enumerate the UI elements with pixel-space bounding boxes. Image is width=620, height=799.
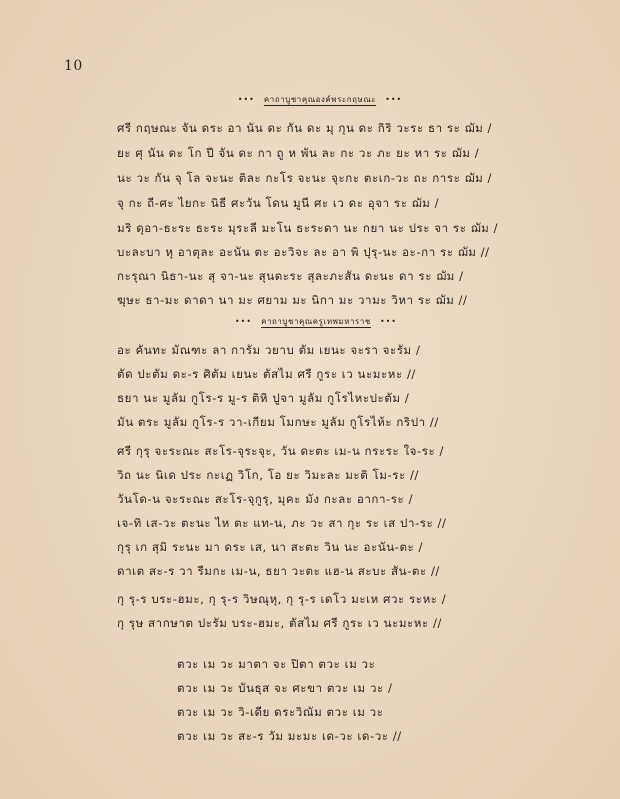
verse-line: ตัด ปะตัม ดะ-ร ศิตัม เยนะ ตัสไม ศรี กูระ เว นะมะหะ // <box>117 367 416 381</box>
title-text: คาถาบูชาคุณองค์พระกฤษณะ <box>263 95 377 104</box>
section-title-krishna <box>10 94 620 106</box>
verse-line: กุ รุ-ร บระ-ฮมะ, กุ รุ-ร วิษณุหุ, กุ รุ-ร เดโว มะเห ศวะ ระหะ / <box>117 592 447 606</box>
section-title-guru <box>6 316 620 328</box>
verse-line: กุ รุษ สากษาต ปะรัม บระ-ฮมะ, ตัสไม ศรี กูระ เว นะมะหะ // <box>117 616 442 630</box>
verse-line: มริ ดุอา-ธะระ ธะระ มุระลี มะโน ธะระดา นะ กยา นะ ประ จา ระ ฌัม / <box>117 221 499 235</box>
verse-line: บะละบา หุ อาตุละ อะนัน ตะ อะวิจะ ละ อา พิ ปุรุ-นะ อะ-กา ระ ฌัม // <box>117 245 490 259</box>
title-stars-right: ••• <box>385 95 403 104</box>
verse-line: นะ วะ กัน จุ โล จะนะ ติละ กะโร จะนะ จุะกะ ตะเก-วะ ถะ การะ ฌัม / <box>117 171 492 185</box>
verse-line: เจ-ทิ เส-วะ ตะนะ ไห ตะ แท-น, ภะ วะ สา กุะ ระ เส ปา-ระ // <box>117 516 447 530</box>
verse-line: จุ กะ ถี-ศะ ไยกะ นิธี ศะวัน โดน มูนี ศะ เว ดะ อุจา ระ ฌัม / <box>117 196 440 210</box>
title-stars-left: ••• <box>237 95 255 104</box>
verse-line: อะ คันทะ มัณฑะ ลา การัม วยาบ ตัม เยนะ จะรา จะรัม / <box>117 343 421 357</box>
verse-line: ตวะ เม วะ สะ-ร วัม มะมะ เด-วะ เด-วะ // <box>177 729 402 743</box>
verse-line: ยะ ศุ นัน ดะ โก ปี จัน ดะ กา ถู ห พัน ละ กะ วะ ภะ ยะ หา ระ ฌัม / <box>117 146 480 160</box>
verse-line: ตวะ เม วะ มาตา จะ ปิตา ตวะ เม วะ <box>177 657 376 671</box>
verse-line: มัน ตระ มูลัม กูโร-ร วา-เกียม โมกษะ มูลัม กูโรไห้ะ กริปา // <box>117 415 439 429</box>
verse-line: ฆุษะ ธา-มะ ดาดา นา มะ ศยาม มะ นิกา มะ วามะ วิหา ระ ฌัม // <box>117 293 468 307</box>
verse-line: วันโด-น จะระณะ สะโร-จุกูรุ, มุคะ มัง กะละ อากา-ระ / <box>117 492 414 506</box>
verse-line: ตวะ เม วะ วิ-เดีย ดระวิณัม ตวะ เม วะ <box>177 705 384 719</box>
title-stars-left: ••• <box>235 317 252 326</box>
page-number: 10 <box>64 58 83 74</box>
title-text: คาถาบูชาคุณครูเทพมหาราช <box>261 317 371 326</box>
verse-line: วิถ นะ นิเด ประ กะเฏ วิโก, โอ ยะ วิมะละ มะติ โม-ระ // <box>117 468 419 482</box>
verse-line: กุรุ เก สุมิ ระนะ มา ดระ เส, นา สะตะ วิน นะ อะนัน-ตะ / <box>117 540 424 554</box>
verse-line: กะรุณา นิธา-นะ สุ จา-นะ สุนดะระ สุละภะสัน ดะนะ ดา ระ ฌัม / <box>117 269 464 283</box>
verse-line: ศรี กุรุ จะระณะ สะโร-จุระจุะ, วัน ดะตะ เม-น กระระ ใจ-ระ / <box>117 444 444 458</box>
title-stars-right: ••• <box>380 317 397 326</box>
verse-line: ตวะ เม วะ บันธุส จะ ศะขา ตวะ เม วะ / <box>177 681 393 695</box>
verse-line: ศรี กฤษณะ จัน ดระ อา นัน ดะ กัน ดะ มุ กุน ดะ กิริ วะระ ธา ระ ฌัม / <box>117 121 493 135</box>
verse-line: ดาเต สะ-ร วา รีมกะ เม-น, ธยา วะตะ แฮ-น สะบะ สัน-ตะ // <box>117 564 440 578</box>
verse-line: ธยา นะ มูลัม กูโร-ร มู-ร ติหิ ปูจา มูลัม กูโรไหะปะตัม / <box>117 391 410 405</box>
